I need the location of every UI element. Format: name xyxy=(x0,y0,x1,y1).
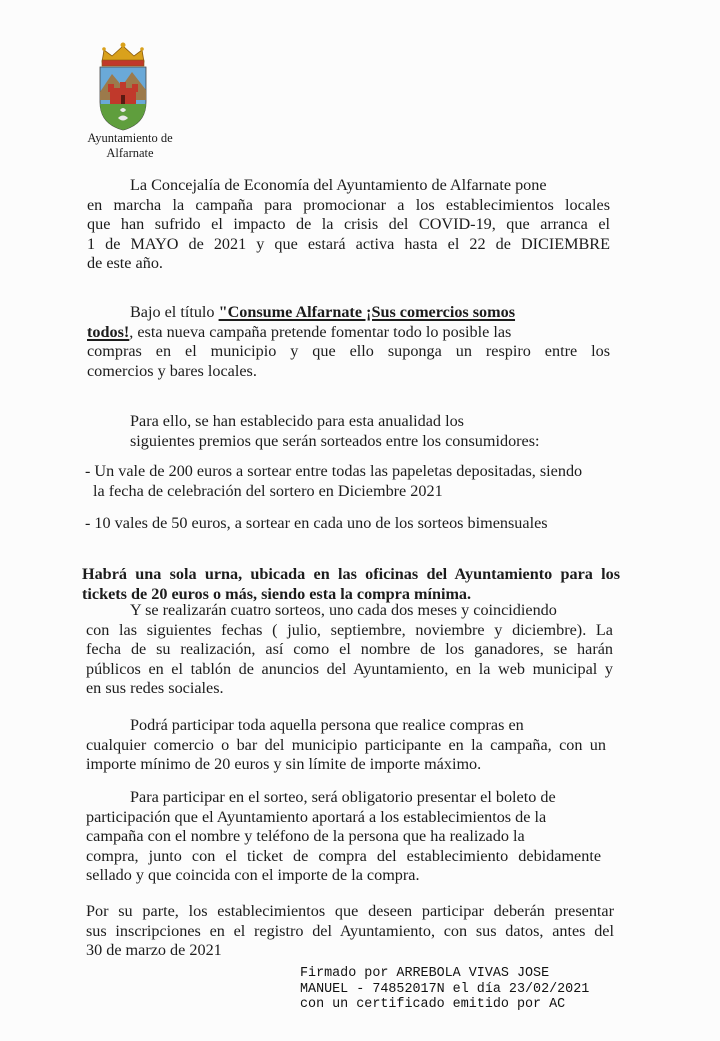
text-line: en marcha la campaña para promocionar a los establecimientos locales xyxy=(87,195,610,214)
text-line: - Un vale de 200 euros a sortear entre todas las papeletas depositadas, siendo xyxy=(85,462,583,480)
text-line: la fecha de celebración del sortero en Diciembre 2021 xyxy=(93,481,443,500)
paragraph-ticket-requirements xyxy=(86,788,601,886)
text-line: siguientes premios que serán sorteados entre los consumidores: xyxy=(130,431,540,450)
text-line: La Concejalía de Economía del Ayuntamiento de Alfarnate pone xyxy=(130,176,547,194)
text-line: comercios y bares locales. xyxy=(87,361,257,380)
text-segment: , esta nueva campaña pretende fomentar todo lo posible las xyxy=(129,322,512,341)
paragraph-campaign-title xyxy=(87,303,610,381)
text-line: compras en el municipio y que ello suponga un respiro entre los xyxy=(87,342,610,360)
digital-signature xyxy=(300,966,589,1013)
coat-of-arms-logo xyxy=(90,40,156,132)
org-line-2: Alfarnate xyxy=(106,145,154,160)
text-line: Habrá una sola urna, ubicada en las oficinas del Ayuntamiento para los xyxy=(82,565,620,583)
text-line: compra, junto con el ticket de compra del establecimiento debidamente xyxy=(86,846,601,865)
text-line: cualquier comercio o bar del municipio participante en la campaña, con un xyxy=(86,735,606,754)
paragraph-draws xyxy=(86,601,613,699)
text-line: 30 de marzo de 2021 xyxy=(86,941,222,959)
paragraph-intro xyxy=(87,176,610,274)
text-line: Podrá participar toda aquella persona que realice compras en xyxy=(130,716,524,734)
text-line: fecha de su realización, así como el nombre de los ganadores, se harán xyxy=(86,640,613,658)
prize-list-item xyxy=(85,514,625,534)
text-line: en sus redes sociales. xyxy=(86,679,224,697)
text-line: tickets de 20 euros o más, siendo esta la compra mínima. xyxy=(82,584,472,603)
paragraph-urn xyxy=(82,565,620,604)
text-line: sus inscripciones en el registro del Ayuntamiento, con sus datos, antes del xyxy=(86,921,614,940)
text-line: públicos en el tablón de anuncios del Ayuntamiento, en la web municipal y xyxy=(86,659,613,678)
campaign-title: "Consume Alfarnate ¡Sus comercios somos xyxy=(218,303,516,321)
text-line xyxy=(87,303,610,323)
paragraph-participation xyxy=(86,716,606,775)
text-line: Y se realizarán cuatro sorteos, uno cada dos meses y coincidiendo xyxy=(130,601,557,619)
text-line: 1 de MAYO de 2021 y que estará activa hasta el 22 de DICIEMBRE xyxy=(87,234,610,253)
text-line: con las siguientes fechas ( julio, septiembre, noviembre y diciembre). La xyxy=(86,620,613,639)
text-line: que han sufrido el impacto de la crisis del COVID-19, que arranca el xyxy=(87,215,610,233)
paragraph-establishments xyxy=(86,902,614,961)
signature-line: Firmado por ARREBOLA VIVAS JOSE xyxy=(300,966,550,981)
text-segment: Bajo el título xyxy=(130,303,219,321)
municipality-name xyxy=(70,131,190,160)
text-line: Por su parte, los establecimientos que deseen participar deberán presentar xyxy=(86,902,614,920)
text-line: participación que el Ayuntamiento aportará a los establecimientos de la xyxy=(86,807,547,826)
text-line xyxy=(87,323,610,343)
text-line: Para ello, se han establecido para esta anualidad los xyxy=(130,412,464,430)
prize-list-item xyxy=(85,462,625,501)
signature-line: MANUEL - 74852017N el día 23/02/2021 xyxy=(300,981,590,997)
text-line: importe mínimo de 20 euros y sin límite de importe máximo. xyxy=(86,755,482,773)
text-line: Para participar en el sorteo, será obligatorio presentar el boleto de xyxy=(130,788,556,806)
text-line: - 10 vales de 50 euros, a sortear en cada uno de los sorteos bimensuales xyxy=(85,514,548,532)
paragraph-prizes-intro xyxy=(130,412,610,451)
text-line: sellado y que coincida con el importe de la compra. xyxy=(86,866,420,884)
text-line: campaña con el nombre y teléfono de la persona que ha realizado la xyxy=(86,827,525,845)
campaign-title-end: todos! xyxy=(87,322,130,341)
signature-line: con un certificado emitido por AC xyxy=(300,997,566,1012)
text-line: de este año. xyxy=(87,254,163,272)
org-line-1: Ayuntamiento de xyxy=(87,131,173,145)
